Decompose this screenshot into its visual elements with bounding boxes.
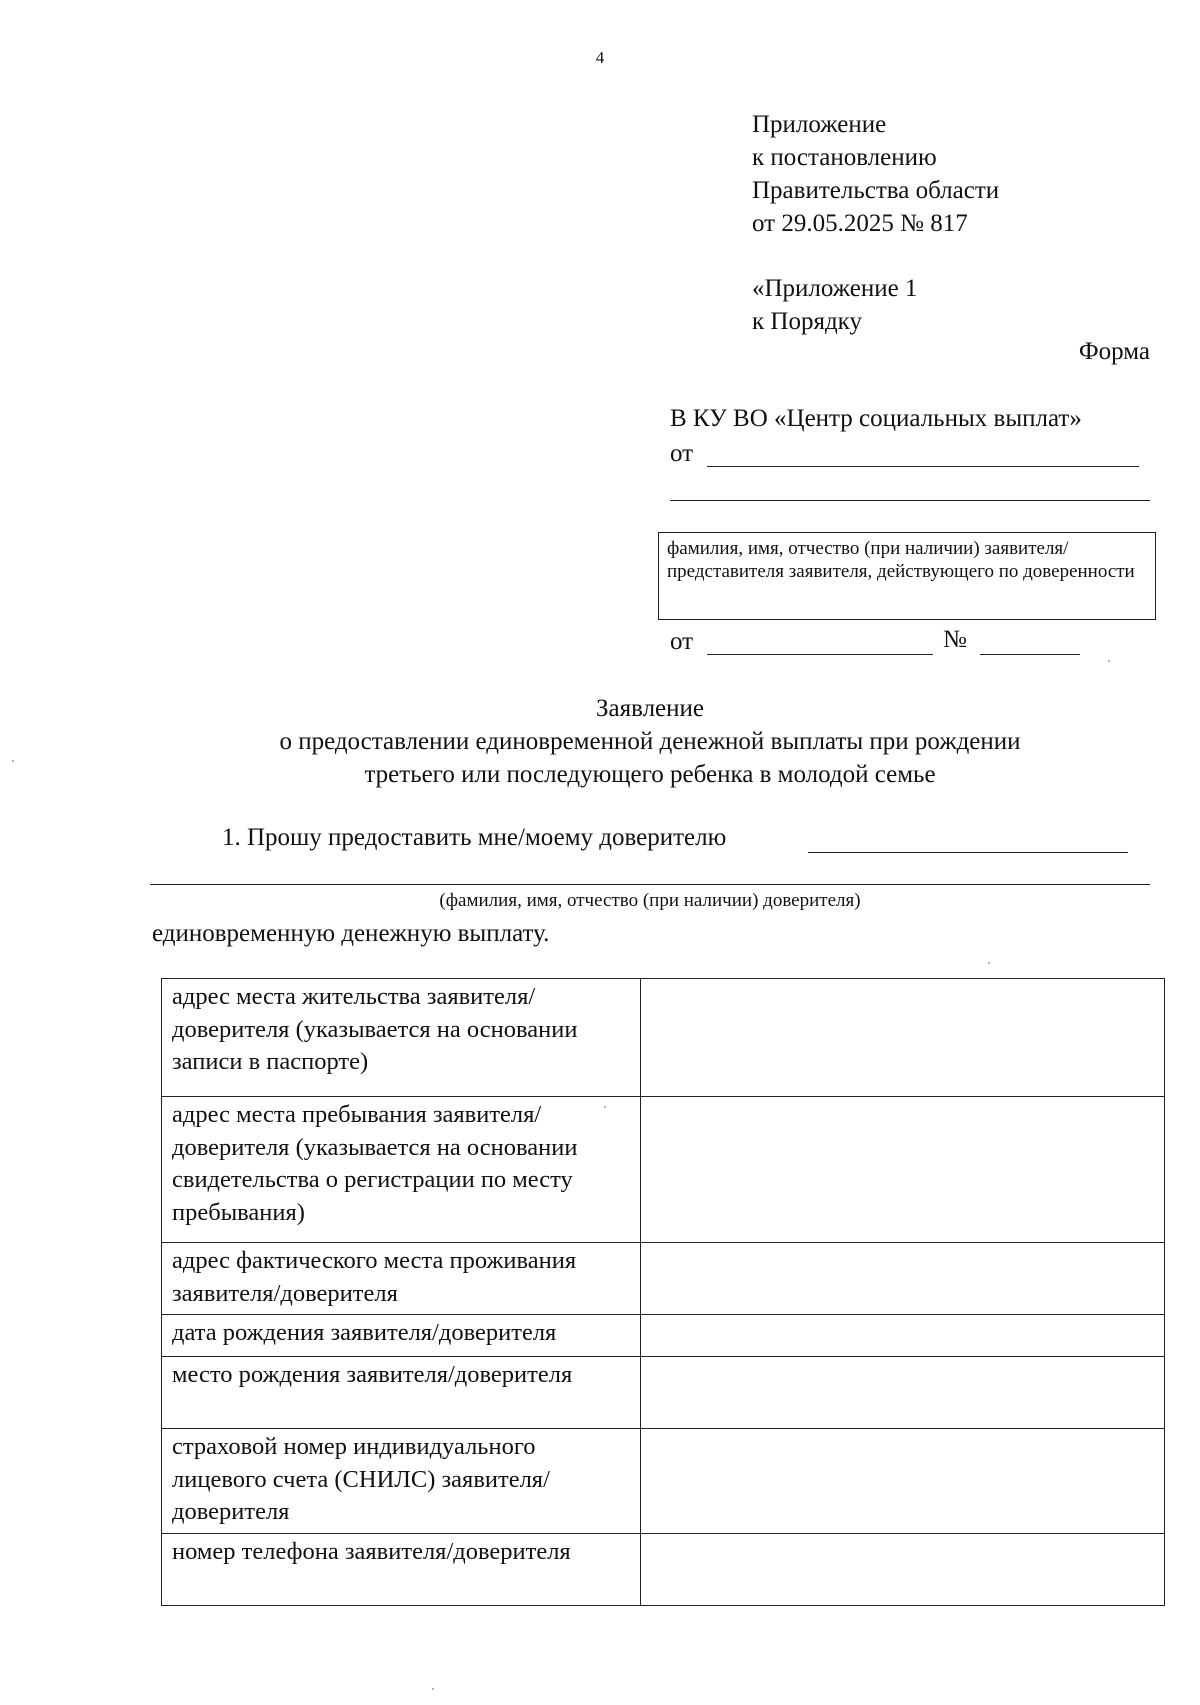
row-label: адрес места пребывания заявителя/доверителя (указывается на основании свидетельства о регистрации по месту пребывания) bbox=[162, 1097, 641, 1243]
table-row bbox=[162, 979, 1165, 1097]
applicant-caption-box: фамилия, имя, отчество (при наличии) заявителя/представителя заявителя, действующего по доверенности bbox=[658, 532, 1156, 620]
table-row bbox=[162, 1243, 1165, 1315]
number-sign: № bbox=[943, 626, 967, 653]
row-label: адрес места жительства заявителя/доверителя (указывается на основании записи в паспорте) bbox=[162, 979, 641, 1097]
title-line: третьего или последующего ребенка в молодой семье bbox=[364, 761, 936, 788]
row-label: адрес фактического места проживания заявителя/доверителя bbox=[162, 1243, 641, 1315]
applicant-name-field[interactable] bbox=[707, 466, 1139, 467]
table-row bbox=[162, 1357, 1165, 1429]
scan-speck bbox=[1108, 660, 1110, 662]
row-label: страховой номер индивидуального лицевого счета (СНИЛС) заявителя/доверителя bbox=[162, 1429, 641, 1534]
appendix-line: Приложение bbox=[752, 111, 887, 138]
row-value-cell[interactable] bbox=[641, 1243, 1165, 1315]
addressee-to: В КУ ВО «Центр социальных выплат» bbox=[670, 405, 1082, 432]
scan-speck bbox=[432, 1688, 434, 1690]
appendix-1-header bbox=[752, 272, 917, 338]
form-label: Форма bbox=[1078, 338, 1150, 365]
scan-speck bbox=[988, 962, 990, 964]
appendix-line: от 29.05.2025 № 817 bbox=[752, 210, 968, 237]
from-label: от bbox=[670, 440, 694, 467]
principal-name-field[interactable] bbox=[808, 852, 1128, 853]
row-value-cell[interactable] bbox=[641, 1097, 1165, 1243]
scan-speck bbox=[604, 1106, 606, 1108]
principal-caption: (фамилия, имя, отчество (при наличии) доверителя) bbox=[439, 890, 861, 911]
row-label: дата рождения заявителя/доверителя bbox=[162, 1315, 641, 1357]
row-label: место рождения заявителя/доверителя bbox=[162, 1357, 641, 1429]
appendix-header bbox=[752, 108, 999, 240]
row-value-cell[interactable] bbox=[641, 979, 1165, 1097]
title-line: о предоставлении единовременной денежной выплаты при рождении bbox=[279, 728, 1021, 755]
appendix-1-line: к Порядку bbox=[752, 308, 862, 335]
table-row bbox=[162, 1315, 1165, 1357]
row-value-cell[interactable] bbox=[641, 1533, 1165, 1605]
document-title bbox=[0, 692, 1200, 791]
item-1-text: 1. Прошу предоставить мне/моему доверителю bbox=[222, 824, 727, 851]
row-value-cell[interactable] bbox=[641, 1315, 1165, 1357]
table-row bbox=[162, 1533, 1165, 1605]
row-value-cell[interactable] bbox=[641, 1429, 1165, 1534]
page-number: 4 bbox=[595, 48, 605, 67]
item-1-continuation: единовременную денежную выплату. bbox=[152, 920, 550, 947]
date-label: от bbox=[670, 628, 694, 655]
table-row bbox=[162, 1429, 1165, 1534]
row-value-cell[interactable] bbox=[641, 1357, 1165, 1429]
document-number-field[interactable] bbox=[980, 654, 1080, 655]
appendix-1-line: «Приложение 1 bbox=[752, 275, 918, 302]
principal-name-field-line-2[interactable] bbox=[150, 884, 1150, 885]
table-row bbox=[162, 1097, 1165, 1243]
applicant-name-field-line-2[interactable] bbox=[670, 500, 1150, 501]
appendix-line: к постановлению bbox=[752, 144, 937, 171]
title-line: Заявление bbox=[595, 695, 705, 722]
appendix-line: Правительства области bbox=[752, 177, 1000, 204]
document-date-field[interactable] bbox=[707, 654, 933, 655]
scan-speck bbox=[12, 760, 14, 762]
row-label: номер телефона заявителя/доверителя bbox=[162, 1533, 641, 1605]
applicant-info-table bbox=[161, 978, 1165, 1606]
